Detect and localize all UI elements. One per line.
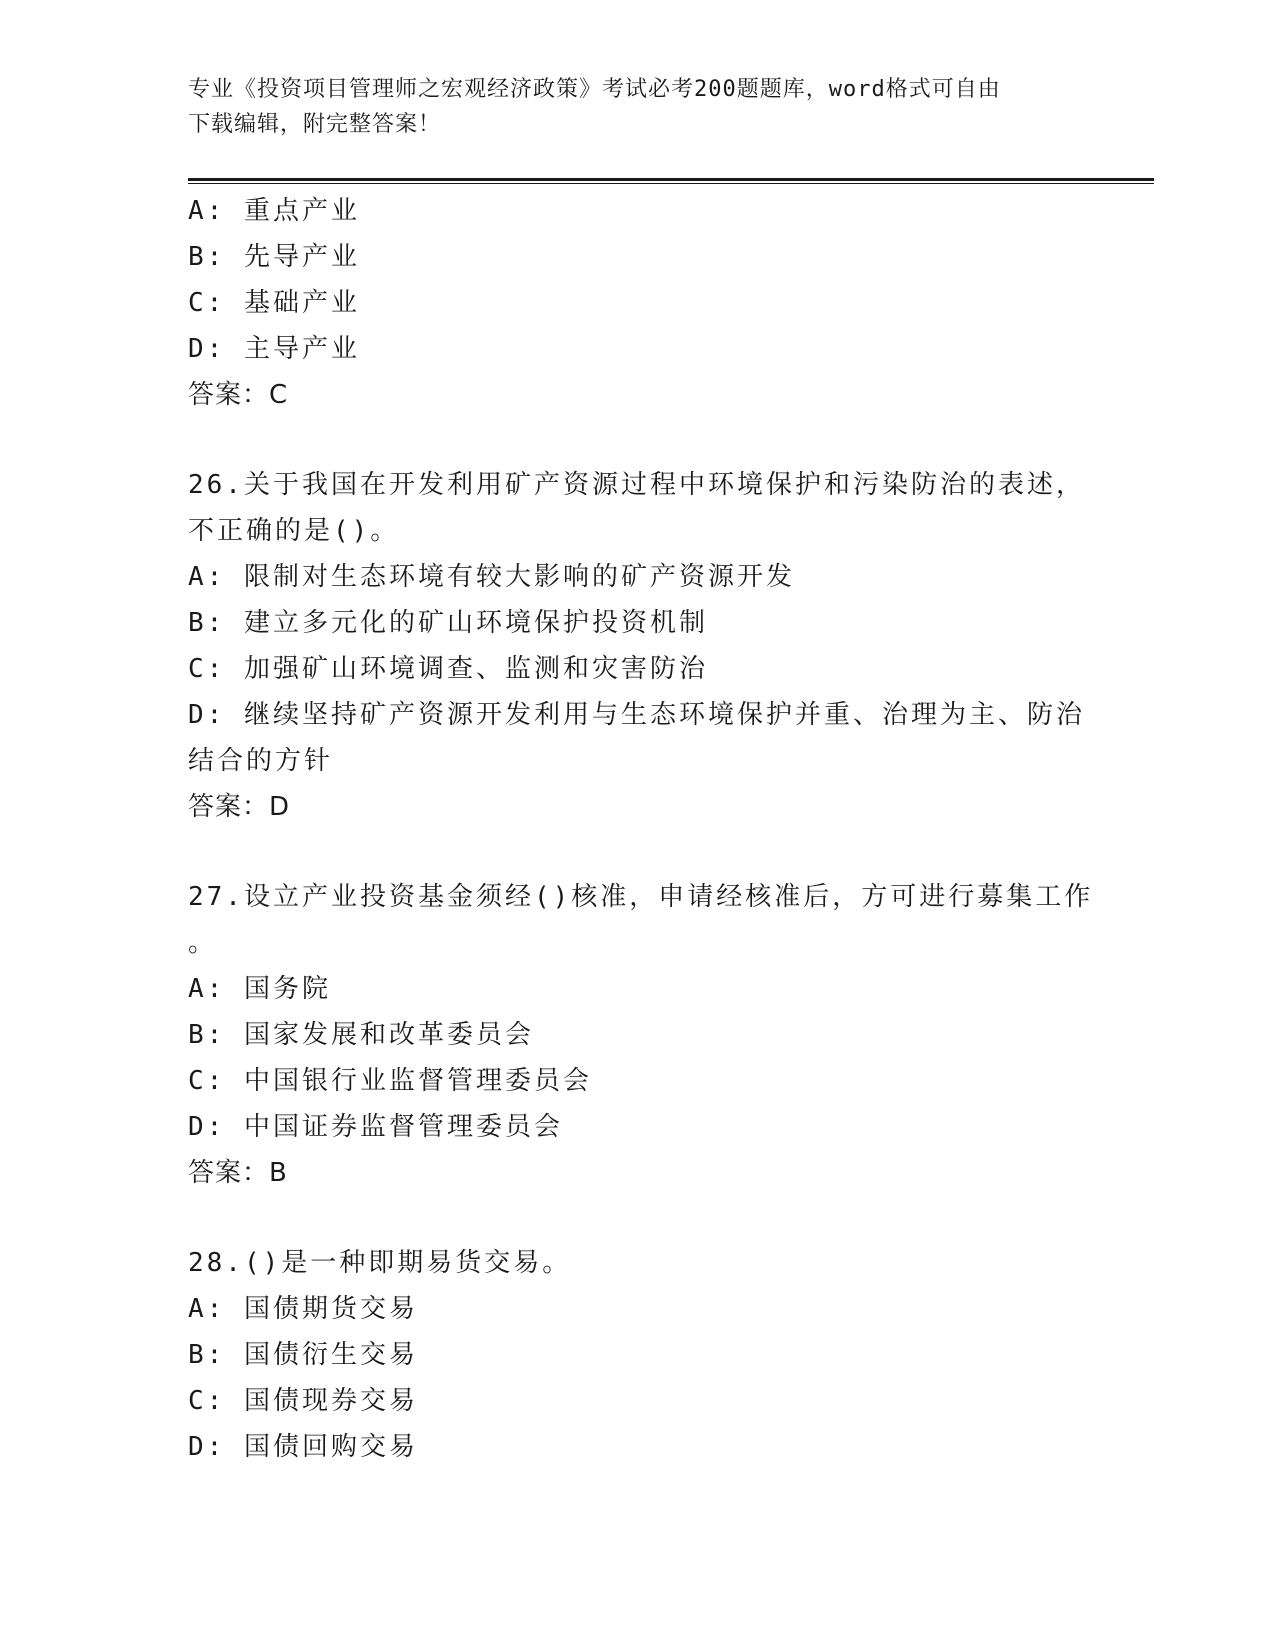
q28-option-d: D: 国债回购交易 <box>188 1432 418 1462</box>
question-27 <box>188 874 1094 1196</box>
q26-option-d-line-2: 结合的方针 <box>188 746 334 776</box>
header-divider-thin <box>188 183 1154 184</box>
q26-question-line-1: 26.关于我国在开发利用矿产资源过程中环境保护和污染防治的表述， <box>188 470 1085 500</box>
q27-question-line-2: 。 <box>188 928 218 958</box>
header-line-1: 专业《投资项目管理师之宏观经济政策》考试必考200题题库，word格式可自由 <box>188 77 1001 102</box>
q26-option-b: B: 建立多元化的矿山环境保护投资机制 <box>188 608 708 638</box>
q26-option-c: C: 加强矿山环境调查、监测和灾害防治 <box>188 654 708 684</box>
spacer <box>188 830 1088 874</box>
header-line-2: 下载编辑，附完整答案！ <box>188 112 442 137</box>
header-divider-thick <box>188 178 1154 181</box>
q27-option-b: B: 国家发展和改革委员会 <box>188 1020 534 1050</box>
q25-option-d: D: 主导产业 <box>188 334 360 364</box>
question-28 <box>188 1240 1088 1470</box>
q26-answer: 答案：D <box>188 792 291 822</box>
q25-option-c: C: 基础产业 <box>188 288 360 318</box>
q25-option-a: A: 重点产业 <box>188 196 360 226</box>
q28-option-a: A: 国债期货交易 <box>188 1294 418 1324</box>
question-26 <box>188 462 1088 830</box>
q27-question-line-1: 27.设立产业投资基金须经()核准，申请经核准后，方可进行募集工作 <box>188 882 1094 912</box>
q25-answer: 答案：C <box>188 380 289 410</box>
q28-question-line-1: 28.()是一种即期易货交易。 <box>188 1248 572 1278</box>
q26-option-d-line-1: D: 继续坚持矿产资源开发利用与生态环境保护并重、治理为主、防治 <box>188 700 1085 730</box>
q27-option-a: A: 国务院 <box>188 974 331 1004</box>
q27-option-d: D: 中国证券监督管理委员会 <box>188 1112 563 1142</box>
spacer <box>188 418 1088 462</box>
spacer <box>188 1196 1088 1240</box>
q28-option-b: B: 国债衍生交易 <box>188 1340 418 1370</box>
question-25 <box>188 188 1088 418</box>
document-body <box>188 188 1094 1470</box>
q26-question-line-2: 不正确的是()。 <box>188 516 400 546</box>
q28-option-c: C: 国债现券交易 <box>188 1386 418 1416</box>
q27-option-c: C: 中国银行业监督管理委员会 <box>188 1066 592 1096</box>
document-header <box>188 72 1088 142</box>
q26-option-a: A: 限制对生态环境有较大影响的矿产资源开发 <box>188 562 795 592</box>
q25-option-b: B: 先导产业 <box>188 242 360 272</box>
q27-answer: 答案：B <box>188 1158 288 1188</box>
